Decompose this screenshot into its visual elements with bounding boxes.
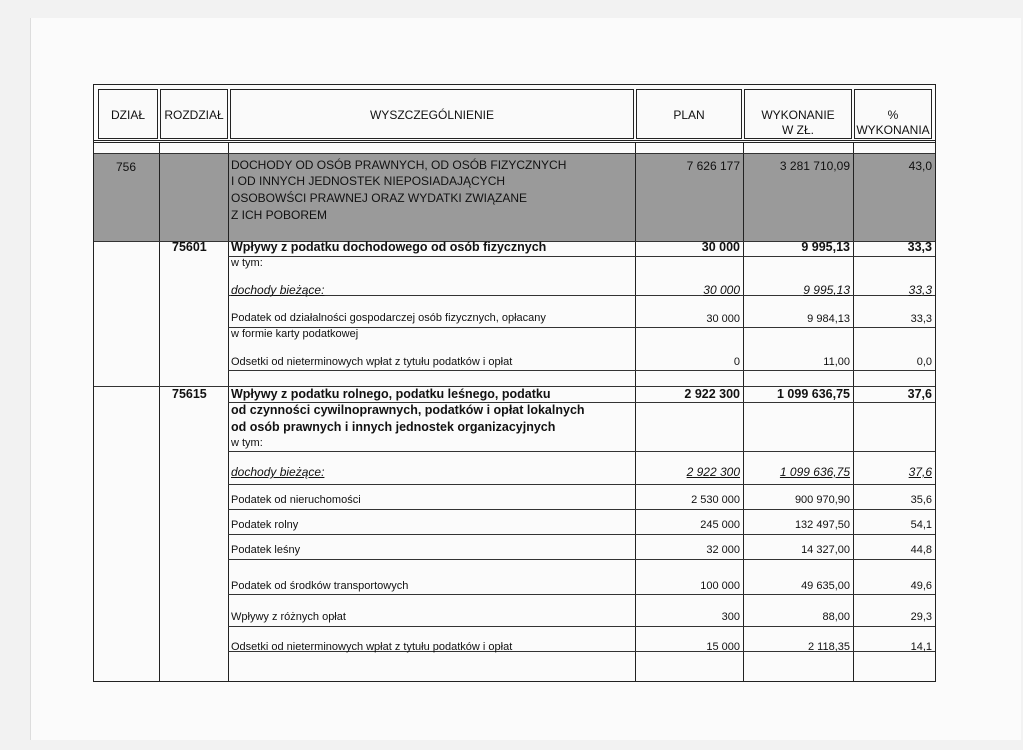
r75601-item2-procent: 0,0 xyxy=(916,356,932,368)
r75615-item-label: Podatek rolny xyxy=(231,519,299,531)
r75615-item-wykonanie: 14 327,00 xyxy=(801,544,850,556)
col-divider xyxy=(853,143,854,681)
r75601-biezace-plan: 30 000 xyxy=(703,283,740,297)
r75601-item1-wykonanie: 9 984,13 xyxy=(807,313,850,325)
r75615-biezace-wykonanie: 1 099 636,75 xyxy=(779,465,850,479)
budget-table xyxy=(93,84,936,682)
row-divider xyxy=(228,256,935,257)
r75615-item-plan: 32 000 xyxy=(706,544,740,556)
r75615-item-plan: 245 000 xyxy=(700,519,740,531)
r75615-title-line: od osób prawnych i innych jednostek organizacyjnych xyxy=(231,420,556,434)
r75615-item-procent: 14,1 xyxy=(910,641,932,653)
section-wykonanie: 3 281 710,09 xyxy=(779,159,850,173)
r75615-item-procent: 54,1 xyxy=(910,519,932,531)
r75615-item-wykonanie: 49 635,00 xyxy=(801,580,850,592)
rozdzial-75615: 75615 xyxy=(172,387,207,401)
section-title-line: OSOBOWŚCI PRAWNEJ ORAZ WYDATKI ZWIĄZANE xyxy=(231,191,528,205)
r75615-item-procent: 49,6 xyxy=(910,580,932,592)
r75615-procent: 37,6 xyxy=(907,387,932,401)
header-plan: PLAN xyxy=(636,89,742,139)
r75615-title-line: od czynności cywilnoprawnych, podatków i opłat lokalnych xyxy=(231,403,585,417)
r75615-wykonanie: 1 099 636,75 xyxy=(777,387,850,401)
r75601-item1-line1: Podatek od działalności gospodarczej osób fizycznych, opłacany xyxy=(231,312,546,324)
header-procent-line2: WYKONANIA xyxy=(856,123,930,137)
r75615-item-label: Podatek od nieruchomości xyxy=(231,494,361,506)
r75615-item-wykonanie: 88,00 xyxy=(822,611,850,623)
r75601-item1-plan: 30 000 xyxy=(706,313,740,325)
header-procent-line1: % xyxy=(887,108,899,122)
row-divider xyxy=(228,370,935,371)
r75601-biezace-label: dochody bieżące: xyxy=(231,283,325,297)
row-divider xyxy=(94,153,935,154)
r75615-item-wykonanie: 2 118,35 xyxy=(807,641,850,653)
r75615-item-label: Odsetki od nieterminowych wpłat z tytułu podatków i opłat xyxy=(231,641,513,653)
r75615-item-label: Wpływy z różnych opłat xyxy=(231,611,346,623)
r75615-item-wykonanie: 900 970,90 xyxy=(794,494,850,506)
r75615-item-procent: 35,6 xyxy=(910,494,932,506)
row-divider xyxy=(228,509,935,510)
header-wykonanie-line1: WYKONANIE xyxy=(761,108,835,122)
r75615-item-plan: 100 000 xyxy=(700,580,740,592)
r75615-item-label: Podatek leśny xyxy=(231,544,301,556)
col-divider xyxy=(228,143,229,681)
table-header xyxy=(94,85,935,143)
r75615-item-plan: 2 530 000 xyxy=(691,494,740,506)
r75615-item-procent: 29,3 xyxy=(910,611,932,623)
section-title-line: I OD INNYCH JEDNOSTEK NIEPOSIADAJĄCYCH xyxy=(231,174,506,188)
row-divider xyxy=(228,594,935,595)
section-title-line: DOCHODY OD OSÓB PRAWNYCH, OD OSÓB FIZYCZNYCH xyxy=(231,158,567,172)
col-divider xyxy=(159,143,160,681)
r75615-item-label: Podatek od środków transportowych xyxy=(231,580,409,592)
row-divider xyxy=(228,484,935,485)
section-dzial: 756 xyxy=(116,160,137,174)
r75615-w-tym: w tym: xyxy=(231,437,263,449)
r75601-procent: 33,3 xyxy=(907,240,932,254)
row-divider xyxy=(228,626,935,627)
r75601-w-tym: w tym: xyxy=(231,257,263,269)
row-divider xyxy=(228,559,935,560)
header-wykonanie-line2: W ZŁ. xyxy=(782,123,814,137)
r75615-plan: 2 922 300 xyxy=(684,387,740,401)
section-procent: 43,0 xyxy=(908,159,932,173)
rozdzial-75601: 75601 xyxy=(172,240,207,254)
r75601-item2: Odsetki od nieterminowych wpłat z tytułu podatków i opłat xyxy=(231,356,513,368)
header-wykonanie xyxy=(744,89,852,139)
r75615-biezace-label: dochody bieżące: xyxy=(231,465,325,479)
r75601-wykonanie: 9 995,13 xyxy=(801,240,850,254)
r75601-title: Wpływy z podatku dochodowego od osób fizycznych xyxy=(231,240,547,254)
r75601-biezace-wykonanie: 9 995,13 xyxy=(803,283,850,297)
header-procent xyxy=(854,89,932,139)
r75615-item-plan: 300 xyxy=(721,611,740,623)
header-wyszczegolnienie: WYSZCZEGÓLNIENIE xyxy=(230,89,634,139)
r75601-biezace-procent: 33,3 xyxy=(908,283,932,297)
r75601-item1-procent: 33,3 xyxy=(910,313,932,325)
row-divider xyxy=(228,451,935,452)
r75615-title-line: Wpływy z podatku rolnego, podatku leśnego, podatku xyxy=(231,387,551,401)
r75615-item-plan: 15 000 xyxy=(706,641,740,653)
r75615-item-procent: 44,8 xyxy=(910,544,932,556)
section-title-line: Z ICH POBOREM xyxy=(231,208,328,222)
header-dzial: DZIAŁ xyxy=(98,89,158,139)
row-divider xyxy=(228,534,935,535)
section-plan: 7 626 177 xyxy=(686,159,740,173)
r75615-biezace-procent: 37,6 xyxy=(908,465,932,479)
r75601-item2-plan: 0 xyxy=(733,356,740,368)
col-divider xyxy=(743,143,744,681)
r75615-biezace-plan: 2 922 300 xyxy=(686,465,740,479)
col-divider xyxy=(635,143,636,681)
r75601-item1-line2: w formie karty podatkowej xyxy=(231,328,359,340)
header-rozdzial: ROZDZIAŁ xyxy=(160,89,228,139)
r75615-item-wykonanie: 132 497,50 xyxy=(794,519,850,531)
r75601-plan: 30 000 xyxy=(701,240,740,254)
r75601-item2-wykonanie: 11,00 xyxy=(823,356,850,368)
